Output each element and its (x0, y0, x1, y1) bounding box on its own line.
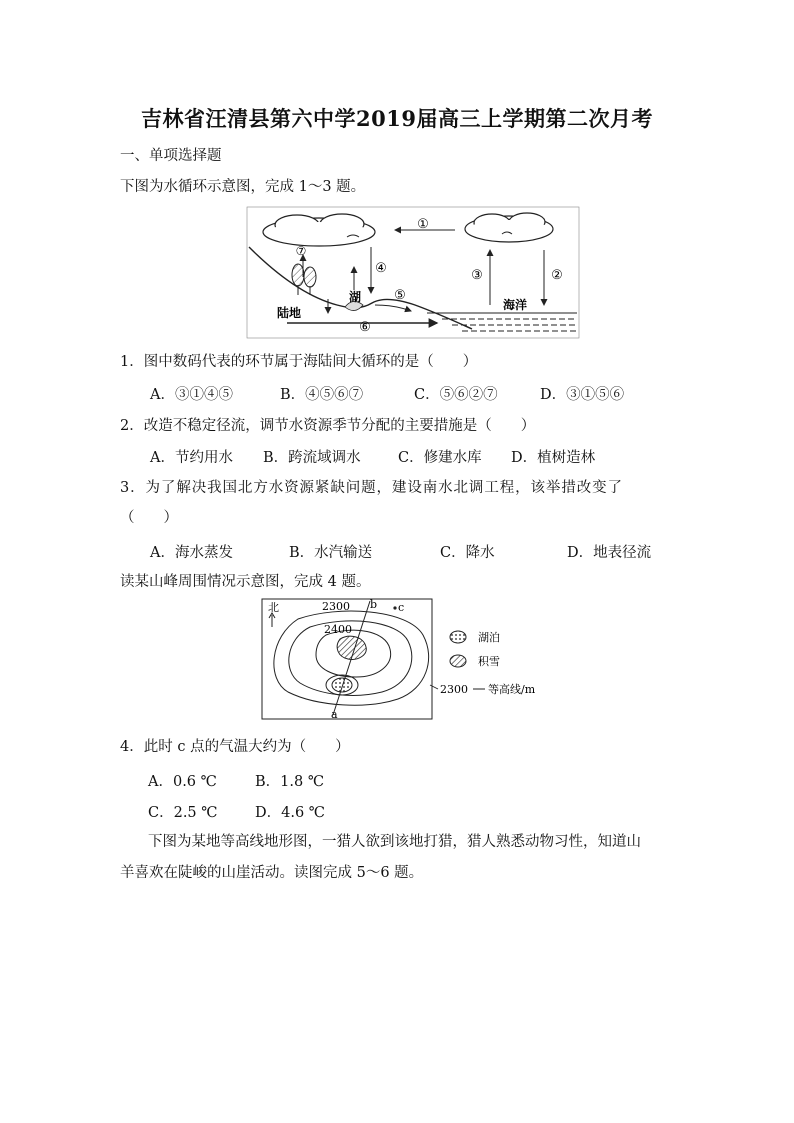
intro-question-1-3: 下图为水循环示意图，完成 1～3 题。 (120, 179, 366, 195)
legend-lake-icon (450, 631, 466, 643)
q1-option-b: B．④⑤⑥⑦ (280, 387, 364, 403)
label-5: ⑤ (394, 288, 406, 303)
label-1: ① (417, 217, 429, 232)
q4-option-c: C．2.5 ℃ (148, 805, 218, 821)
label-3: ③ (471, 268, 483, 283)
label-7: ⑦ (295, 244, 307, 258)
q1-option-a: A．③①④⑤ (150, 387, 233, 403)
legend-contour-label: 等高线/m (488, 683, 536, 696)
cloud-icon-left (263, 214, 375, 246)
intro-question-5-6-line2: 羊喜欢在陡峻的山崖活动。读图完成 5～6 题。 (120, 865, 424, 881)
q4-option-b: B．1.8 ℃ (255, 774, 325, 790)
question-1-stem: 1．图中数码代表的环节属于海陆间大循环的是（ ） (120, 354, 478, 370)
legend-lake-label: 湖泊 (478, 631, 500, 644)
lake-label: 湖 (348, 290, 362, 304)
q2-option-d: D．植树造林 (511, 450, 596, 466)
q3-option-c: C．降水 (440, 545, 495, 561)
question-4-stem: 4．此时 c 点的气温大约为（ ） (120, 739, 350, 755)
peak-contour-map (258, 597, 558, 722)
contour-label-top: 2300 (322, 600, 350, 613)
q1-option-c: C．⑤⑥②⑦ (414, 387, 498, 403)
water-cycle-diagram (237, 205, 582, 340)
label-6: ⑥ (359, 320, 371, 335)
q1-option-d: D．③①⑤⑥ (540, 387, 625, 403)
label-2: ② (551, 268, 563, 283)
q2-option-b: B．跨流域调水 (263, 450, 361, 466)
q3-option-a: A．海水蒸发 (150, 545, 233, 561)
point-c-label: c (398, 601, 405, 614)
point-b-label: b (370, 598, 378, 611)
land-label: 陆地 (277, 306, 302, 320)
contour-label-inner: 2400 (324, 623, 352, 636)
q2-option-c: C．修建水库 (398, 450, 482, 466)
lake-patch (332, 678, 352, 692)
q4-option-a: A．0.6 ℃ (148, 774, 217, 790)
question-2-stem: 2．改造不稳定径流，调节水资源季节分配的主要措施是（ ） (120, 418, 536, 434)
q3-option-b: B．水汽输送 (289, 545, 373, 561)
q2-option-a: A．节约用水 (150, 450, 233, 466)
cloud-icon-right (465, 213, 553, 242)
point-a-label: a (331, 708, 338, 721)
page-title: 吉林省汪清县第六中学2019届高三上学期第二次月考 (141, 106, 653, 131)
legend-snow-label: 积雪 (478, 655, 500, 668)
north-label: 北 (268, 601, 279, 614)
intro-question-4: 读某山峰周围情况示意图，完成 4 题。 (120, 574, 371, 590)
label-4: ④ (375, 261, 387, 276)
question-3-stem-line2: （ ） (120, 510, 178, 526)
question-3-stem-line1: 3．为了解决我国北方水资源紧缺问题，建设南水北调工程，该举措改变了 (120, 480, 623, 496)
q3-option-d: D．地表径流 (567, 545, 652, 561)
legend-snow-icon (450, 655, 466, 667)
point-c-dot (393, 606, 396, 609)
q4-option-d: D．4.6 ℃ (255, 805, 326, 821)
intro-question-5-6-line1: 下图为某地等高线地形图，一猎人欲到该地打猎，猎人熟悉动物习性，知道山 (148, 834, 641, 850)
section-heading: 一、单项选择题 (120, 148, 222, 164)
contour-label-side: 2300 (440, 683, 468, 696)
ocean-label: 海洋 (502, 298, 528, 312)
